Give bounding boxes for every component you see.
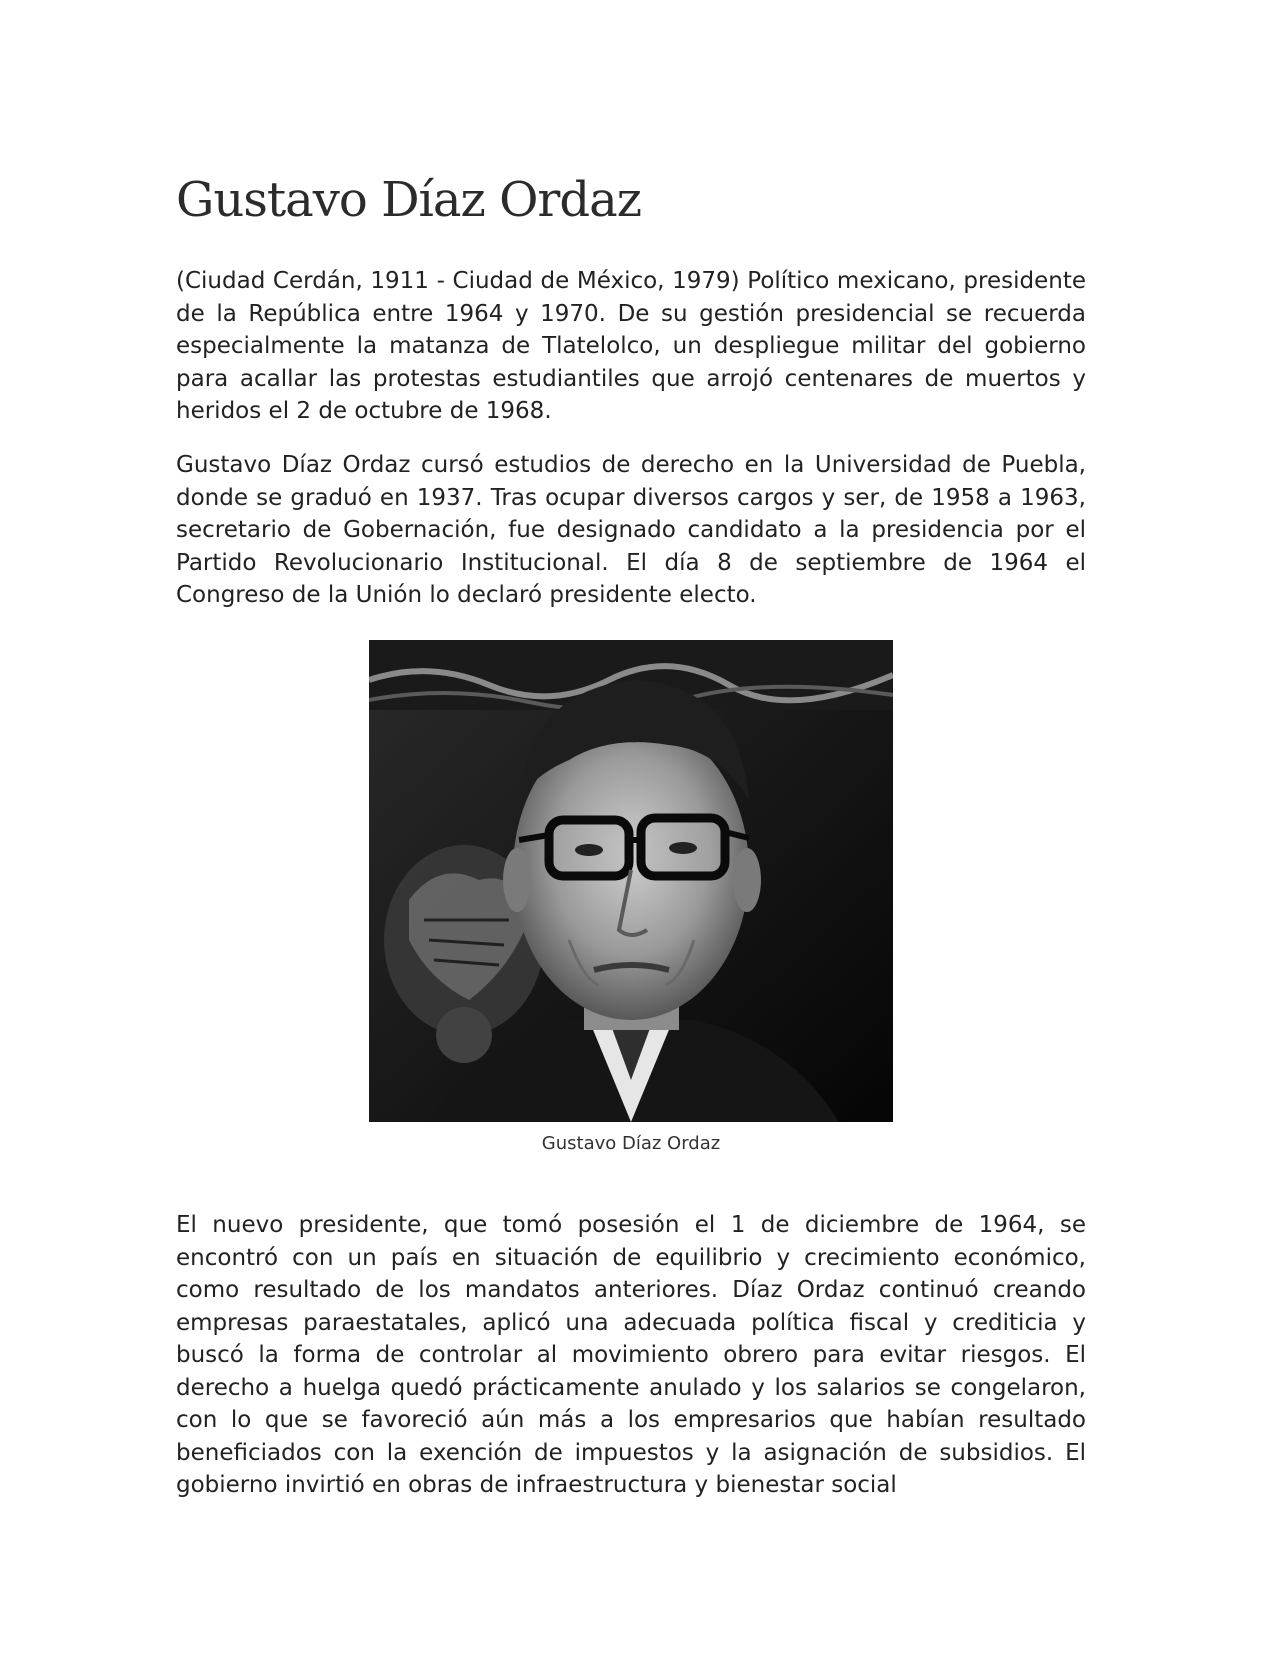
paragraph-education: Gustavo Díaz Ordaz cursó estudios de derecho en la Universidad de Puebla, donde se graduó en 1937. Tras ocupar diversos cargos y ser, de 1958 a 1963, secretario de Gobernación, fue designado candidato a la presidencia por el Partido Revolucionario Institucional. El día 8 de septiembre de 1964 el Congreso de la Unión lo declaró presidente electo. — [176, 452, 1086, 608]
figure-caption: Gustavo Díaz Ordaz — [541, 1133, 721, 1154]
portrait-photo — [369, 640, 893, 1122]
document-page — [176, 0, 1086, 1656]
page-title: Gustavo Díaz Ordaz — [176, 172, 641, 228]
paragraph-presidency: El nuevo presidente, que tomó posesión el 1 de diciembre de 1964, se encontró con un país en situación de equilibrio y crecimiento económico, como resultado de los mandatos anteriores. Díaz Ordaz continuó creando empresas paraestatales, aplicó una adecuada política fiscal y crediticia y buscó la forma de controlar al movimiento obrero para evitar riesgos. El derecho a huelga quedó prácticamente anulado y los salarios se congelaron, con lo que se favoreció aún más a los empresarios que habían resultado beneficiados con la exención de impuestos y la asignación de subsidios. El gobierno invirtió en obras de infraestructura y bienestar social — [176, 1212, 1086, 1498]
paragraph-intro: (Ciudad Cerdán, 1911 - Ciudad de México, 1979) Político mexicano, presidente de la República entre 1964 y 1970. De su gestión presidencial se recuerda especialmente la matanza de Tlatelolco, un despliegue militar del gobierno para acallar las protestas estudiantiles que arrojó centenares de muertos y heridos el 2 de octubre de 1968. — [176, 268, 1086, 424]
